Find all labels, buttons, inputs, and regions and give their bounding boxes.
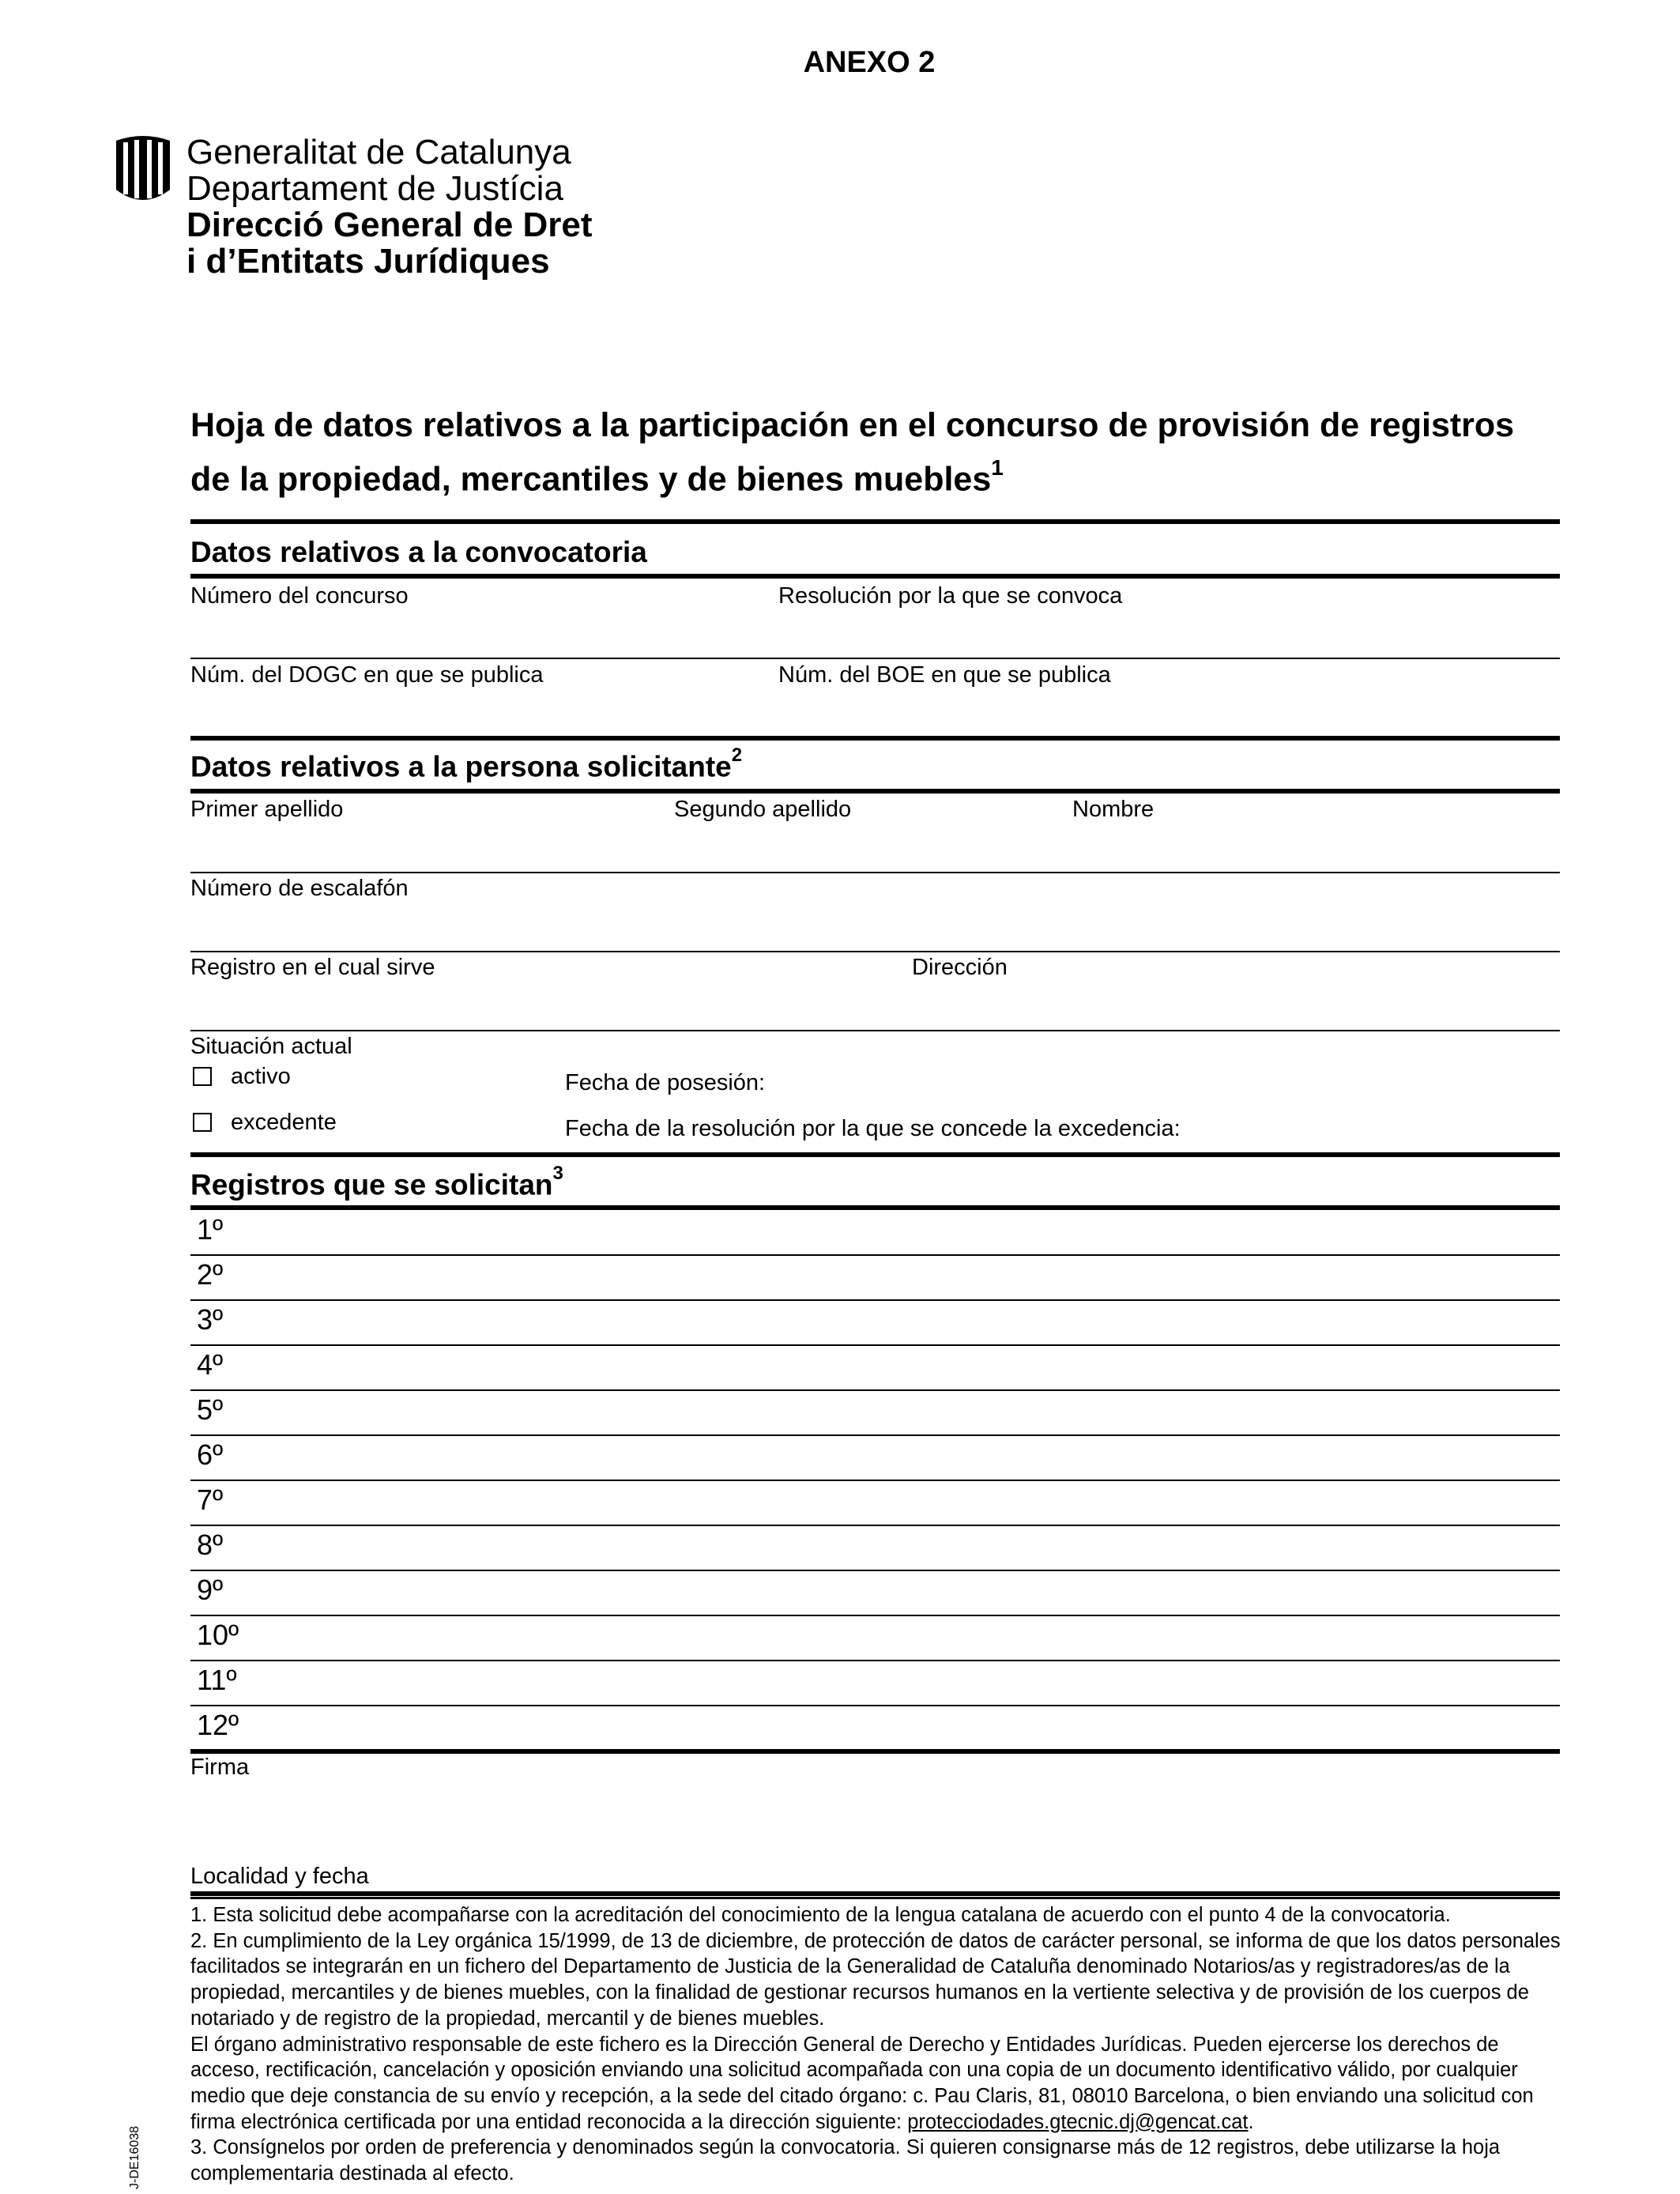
footnote-1: 1. Esta solicitud debe acompañarse con la acreditación del conocimiento de la lengua catalana de acuerdo con el punto 4 de la convocatoria. [190,1904,1451,1926]
label-registro-sirve: Registro en el cual sirve [190,955,435,980]
registro-row-number: 8º [197,1529,224,1561]
section-rule [190,789,1560,794]
registro-row-number: 7º [197,1483,224,1516]
section-rule [190,1749,1560,1754]
field-line [190,1030,1560,1031]
registro-row-line [190,1705,1560,1706]
footnote-ref-2: 2 [731,745,743,766]
registro-row-number: 9º [197,1574,224,1606]
registro-row-line [190,1525,1560,1526]
footnote-2: 2. En cumplimiento de la Ley orgánica 15/1999, de 13 de diciembre, de protección de datos de carácter personal, se informa de que los datos personales facilitados se integrarán en un fichero del Departamento de Justicia de la Generalidad de Cataluña denominado Notarios/as y registradores/as de la propiedad, mercantiles y de bienes muebles, con la finalidad de gestionar recursos humanos en la vertiente selectiva y de provisión de los cuerpos de notariado y de registro de la propiedad, mercantil y de bienes muebles. [190,1929,1561,2030]
section-rule [190,1205,1560,1210]
organization-header [186,134,593,280]
registro-row-number: 10º [197,1619,239,1651]
label-num-boe: Núm. del BOE en que se publica [778,662,1111,688]
registro-row-number: 3º [197,1303,224,1336]
label-fecha-resolucion-excedencia: Fecha de la resolución por la que se concede la excedencia: [565,1116,1181,1141]
registro-row-number: 5º [197,1393,224,1426]
registro-row-line [190,1660,1560,1661]
section-heading-convocatoria: Datos relativos a la convocatoria [190,536,647,568]
annex-title: ANEXO 2 [803,46,936,79]
label-firma: Firma [190,1755,250,1780]
document-code: J-DE16038 [128,2125,141,2189]
registro-row-line [190,1570,1560,1571]
field-line [190,658,1560,659]
org-line-entitats: i d’Entitats Jurídiques [186,242,550,281]
label-nombre: Nombre [1072,797,1155,822]
label-segundo-apellido: Segundo apellido [674,797,852,822]
registro-row-line [190,1299,1560,1301]
section-heading-registros-text: Registros que se solicitan [190,1168,553,1201]
registro-row-line [190,1389,1560,1391]
registro-row-number: 1º [197,1213,224,1246]
label-localidad-fecha: Localidad y fecha [190,1864,369,1889]
form-title [190,403,1581,502]
registro-row-number: 6º [197,1438,224,1471]
form-title-line1: Hoja de datos relativos a la participación en el concurso de provisión de registros [190,406,1515,444]
activo-checkbox[interactable] [193,1067,212,1086]
label-primer-apellido: Primer apellido [190,797,344,822]
label-fecha-posesion: Fecha de posesión: [565,1070,766,1095]
section-rule [190,519,1560,524]
excedente-checkbox[interactable] [193,1113,212,1132]
footnote-ref-1: 1 [991,455,1004,480]
generalitat-logo-icon [113,134,173,205]
section-heading-solicitante-text: Datos relativos a la persona solicitante [190,750,732,783]
footnote-3: 3. Consígnelos por orden de preferencia y denominados según la convocatoria. Si quieren consignarse más de 12 registros, debe utilizarse la hoja complementaria destinada al efecto. [190,2136,1501,2185]
registro-row-line [190,1434,1560,1436]
footnotes [190,1902,1565,2187]
section-rule [190,736,1560,741]
footnote-2-end: . [1248,2110,1254,2133]
field-line [190,951,1560,952]
registro-row-number: 4º [197,1348,224,1381]
section-rule [190,574,1560,579]
field-line [190,872,1560,873]
registro-row-line [190,1344,1560,1346]
org-line-generalitat: Generalitat de Catalunya [186,133,571,172]
registro-row-line [190,1480,1560,1481]
label-direccion: Dirección [912,955,1008,980]
label-excedente: excedente [231,1110,337,1135]
label-activo: activo [231,1064,291,1089]
label-num-dogc: Núm. del DOGC en que se publica [190,662,544,688]
footnote-2-continued-text: El órgano administrativo responsable de este fichero es la Dirección General de Derecho y Entidades Jurídicas. Pueden ejercerse los derechos de acceso, rectificación, cancelación y oposición enviando una solicitud acompañada con una copia de un documento identificativo válido, por cualquier medio que deje constancia de su envío y recepción, a la sede del citado órgano: c. Pau Claris, 81, 08010 Barcelona, o bien enviando una solicitud con firma electrónica certificada por una entidad reconocida a la dirección siguiente: [190,2033,1534,2133]
label-resolucion: Resolución por la que se convoca [778,583,1123,609]
label-situacion-actual: Situación actual [190,1034,352,1059]
registro-row-number: 12º [197,1709,239,1741]
section-heading-solicitante [190,745,743,783]
form-title-line2: de la propiedad, mercantiles y de bienes muebles [190,460,992,499]
registro-row-line [190,1254,1560,1256]
footnote-2-continued [190,2032,1565,2136]
registro-row-line [190,1615,1560,1616]
registro-row-number: 11º [197,1664,237,1696]
footer-rule [190,1891,1560,1899]
footnote-ref-3: 3 [552,1163,563,1184]
label-numero-escalafon: Número de escalafón [190,876,409,901]
section-heading-registros [190,1163,563,1201]
section-rule [190,1152,1560,1157]
contact-email-link[interactable]: protecciodades.gtecnic.dj@gencat.cat [907,2110,1249,2133]
org-line-direccio: Direcció General de Dret [186,205,593,244]
registro-row-number: 2º [197,1258,224,1291]
label-numero-concurso: Número del concurso [190,583,409,609]
org-line-department: Departament de Justícia [186,169,563,208]
